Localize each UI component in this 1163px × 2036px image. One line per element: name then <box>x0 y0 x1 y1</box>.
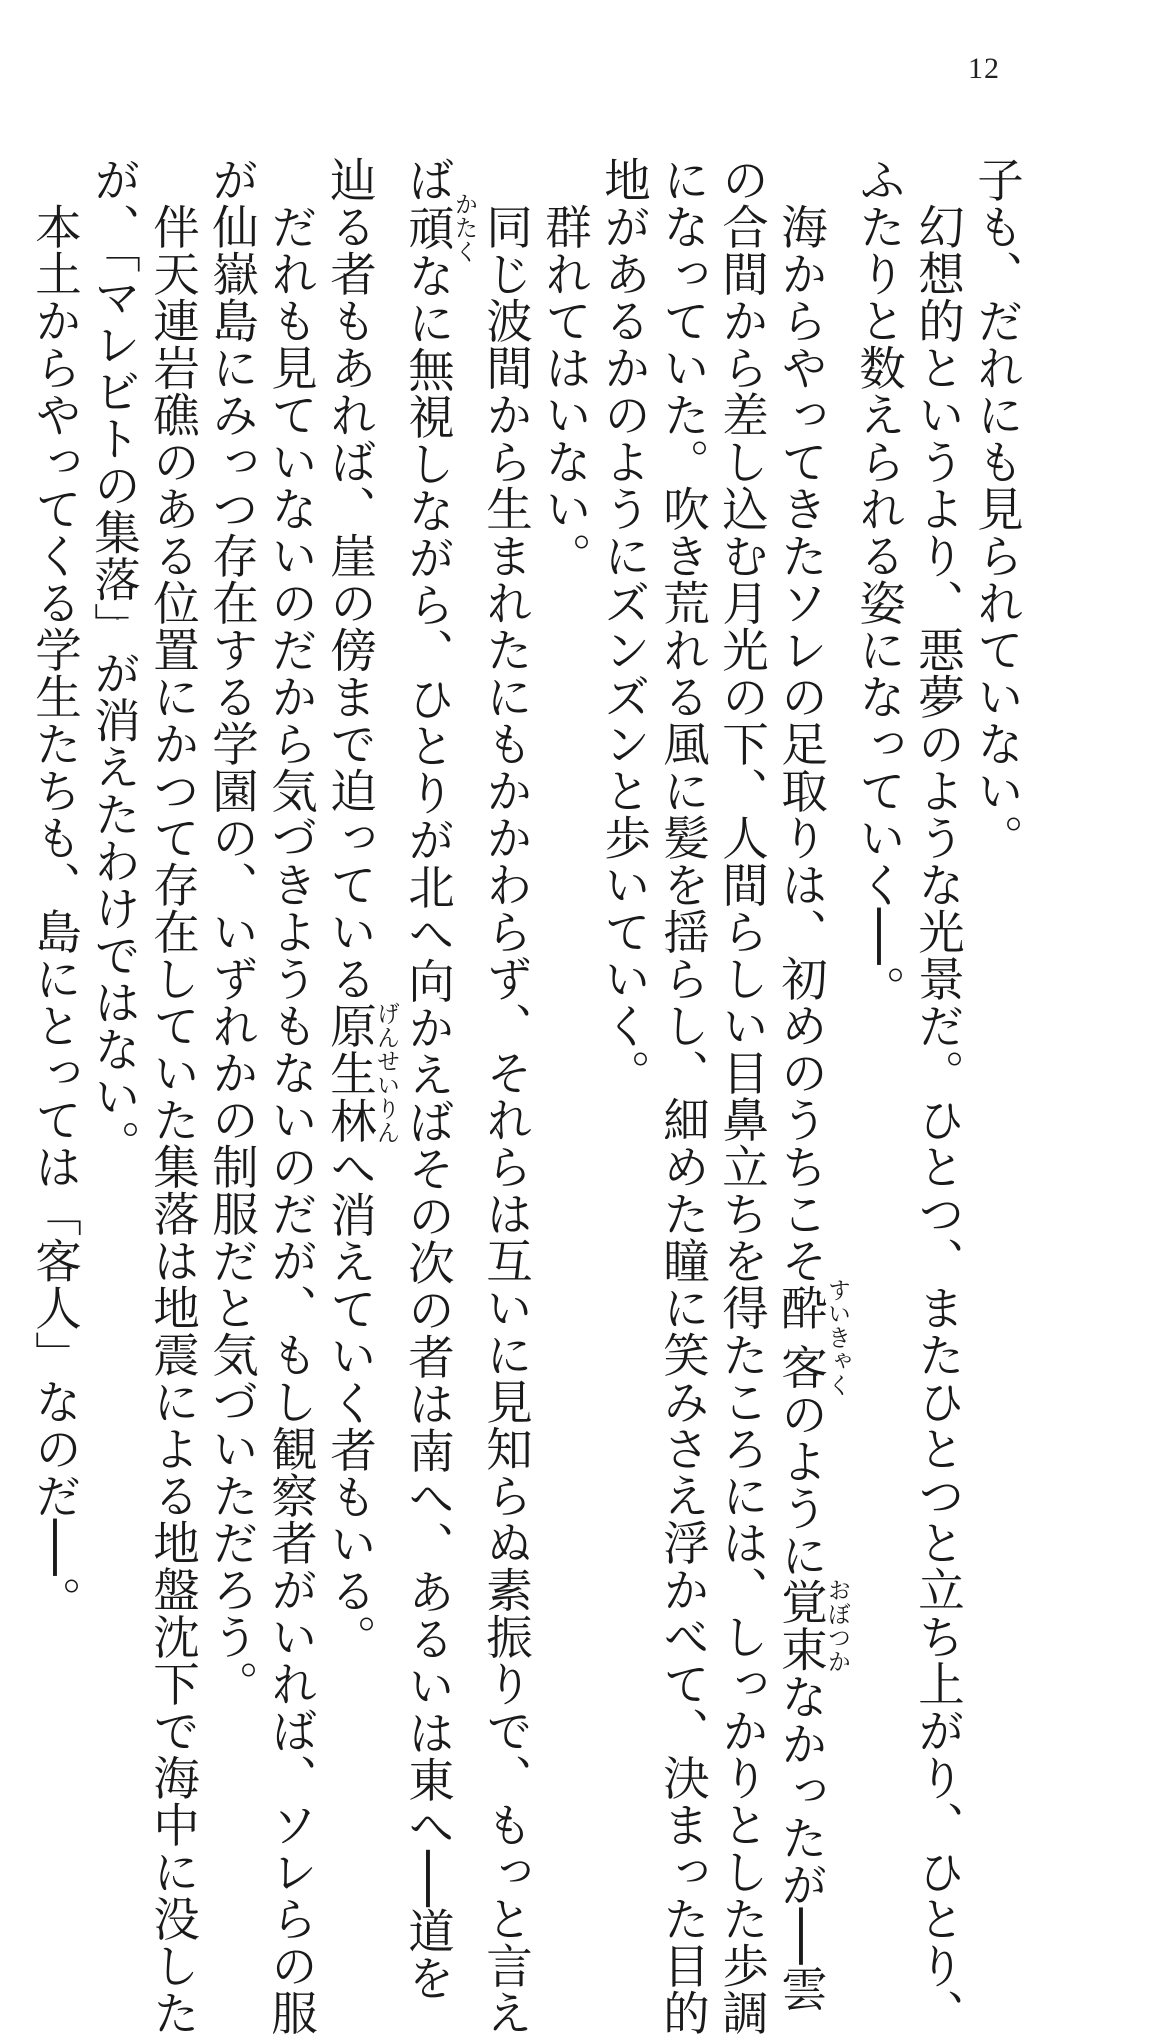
text-line: 子も、だれにも見られていない。 <box>970 156 1024 861</box>
ruby-text: 原生林げんせいりん <box>323 1001 400 1145</box>
text-line: 海からやってきたソレの足取りは、初めのうちこそ酔客すいきゃくのように覚束おぼつかなかったが──雲 <box>774 202 851 2012</box>
paragraph-continuation <box>653 156 712 2036</box>
text-line: 辿る者もあれば、崖の傍まで迫っている原生林げんせいりんへ消えていく者もいる。 <box>323 156 400 1661</box>
paragraph-continuation <box>398 156 478 2002</box>
text-line: 地があるかのようにズンズンと歩いていく。 <box>597 156 651 1096</box>
paragraph <box>25 156 84 1623</box>
ruby-text: 頑かたく <box>401 192 478 264</box>
text-line: ふたりと数えられる姿になっていく──。 <box>852 156 906 1012</box>
paragraph <box>261 156 320 2036</box>
ruby-text: 覚束おぼつか <box>774 1577 851 1673</box>
text-line: 幻想的というより、悪夢のような光景だ。ひとつ、またひとつと立ち上がり、ひとり、 <box>911 202 965 2036</box>
paragraph <box>535 156 594 1606</box>
text-line: 同じ波間から生まれたにもかかわらず、それらは互いに見知らぬ素振りで、もっと言え <box>479 202 533 2036</box>
novel-text-block <box>28 156 1026 2036</box>
text-line: になっていた。吹き荒れる風に髪を揺らし、細めた瞳に笑みさえ浮かべて、決まった目的 <box>656 156 710 2036</box>
paragraph-continuation <box>202 156 261 1707</box>
paragraph <box>908 156 967 2036</box>
paragraph <box>143 156 202 2036</box>
text-line: 伴天連岩礁のある位置にかつて存在していた集落は地震による地盤沈下で海中に没した <box>146 202 200 2036</box>
paragraph <box>771 156 851 2012</box>
text-line: 群れてはいない。 <box>538 202 592 579</box>
text-line: が、「マレビトの集落」が消えたわけではない。 <box>87 156 141 1167</box>
paragraph-continuation <box>712 156 771 2036</box>
paragraph-continuation <box>849 156 908 1606</box>
paragraph <box>476 156 535 2036</box>
paragraph-continuation <box>320 156 400 1661</box>
text-line: ば頑かたくなに無視しながら、ひとりが北へ向かえばその次の者は南へ、あるいは東へ──道を <box>401 156 478 2002</box>
paragraph <box>967 156 1026 1606</box>
text-line: だれも見ていないのだから気づきようもないのだが、もし観察者がいれば、ソレらの服 <box>264 202 318 2036</box>
paragraph-continuation <box>84 156 143 1606</box>
page-number: 12 <box>968 52 1000 85</box>
text-line: 本土からやってくる学生たちも、島にとっては「客人」なのだ──。 <box>28 202 82 1623</box>
text-line: が仙嶽島にみっつ存在する学園の、いずれかの制服だと気づいただろう。 <box>205 156 259 1707</box>
text-line: の合間から差し込む月光の下、人間らしい目鼻立ちを得たころには、しっかりとした歩調 <box>715 156 769 2036</box>
paragraph-continuation <box>594 156 653 1606</box>
ruby-text: 酔客すいきゃく <box>774 1277 851 1397</box>
